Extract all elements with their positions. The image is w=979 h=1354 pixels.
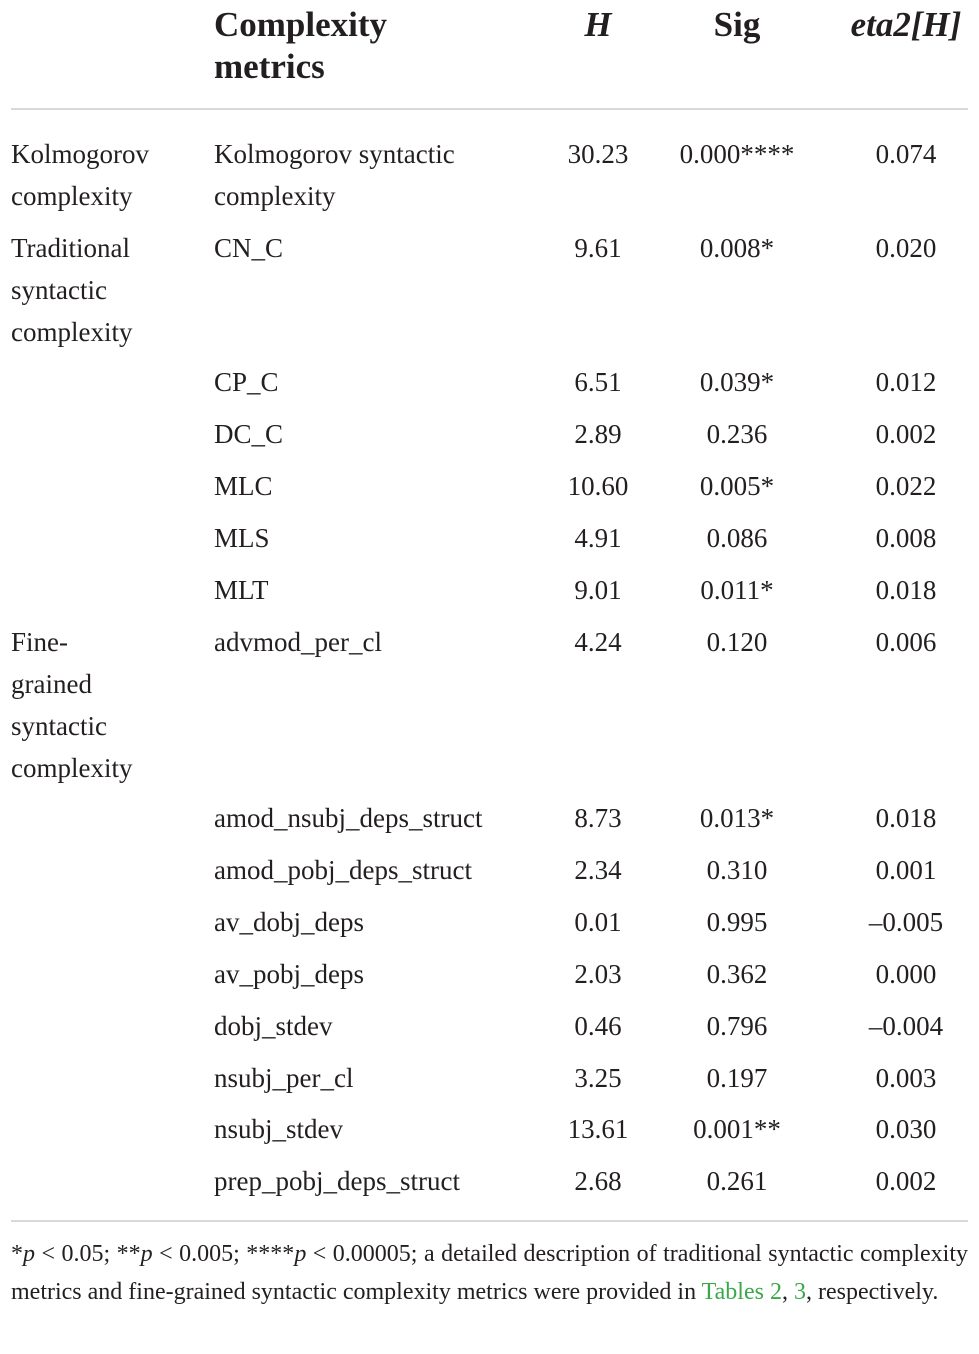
footnote-star: * (11, 1241, 23, 1267)
footnote-p: p (23, 1241, 35, 1267)
header-eta2: eta2[H] (850, 5, 962, 44)
header-complexity-metrics: Complexity metrics (214, 5, 388, 86)
table-row-metric: CP_C (214, 367, 279, 397)
table-3-link[interactable]: 3 (793, 1278, 806, 1305)
footnote-text: < 0.05; ** (35, 1241, 141, 1267)
table-row-sig: 0.236 (706, 419, 768, 449)
table-row-sig: 0.261 (706, 1166, 768, 1196)
table-row-eta: 0.002 (875, 419, 937, 449)
table-row-metric: dobj_stdev (214, 1011, 333, 1041)
table-row-metric: MLT (214, 575, 269, 605)
table-row-eta: 0.003 (875, 1063, 937, 1093)
table-row-sig: 0.197 (706, 1063, 768, 1093)
table-row-metric: MLS (214, 523, 270, 553)
table-row-h: 8.73 (574, 803, 622, 833)
table-row-metric: av_pobj_deps (214, 959, 364, 989)
table-row-h: 6.51 (574, 367, 622, 397)
table-row-sig: 0.039* (699, 367, 775, 397)
table-row-sig: 0.995 (706, 907, 768, 937)
table-row-metric: nsubj_per_cl (214, 1063, 354, 1093)
table-row-sig: 0.086 (706, 523, 768, 553)
table-row-eta: 0.022 (875, 471, 937, 501)
table-row-eta: –0.004 (868, 1011, 944, 1041)
table-row-h: 10.60 (567, 471, 629, 501)
group-kolmogorov: Kolmogorov complexity (11, 139, 149, 211)
table-row-h: 4.91 (574, 523, 622, 553)
table-row-metric: MLC (214, 471, 273, 501)
group-traditional: Traditional syntactic complexity (11, 233, 133, 347)
table-row-metric: DC_C (214, 419, 284, 449)
table-row-eta: 0.074 (875, 139, 937, 169)
table-row-sig: 0.310 (706, 855, 768, 885)
footer-rule (11, 1220, 968, 1222)
footnote-p: p (294, 1241, 307, 1267)
table-row-h: 4.24 (574, 627, 622, 657)
table-row-sig: 0.120 (706, 627, 768, 657)
table-row-metric: av_dobj_deps (214, 907, 364, 937)
footnote-tail: , respectively. (805, 1278, 939, 1305)
table-row-h: 0.01 (574, 907, 622, 937)
table-row-metric: prep_pobj_deps_struct (214, 1166, 460, 1196)
table-row-sig: 0.008* (699, 233, 775, 263)
header-h: H (584, 5, 612, 44)
table-row-sig: 0.005* (699, 471, 775, 501)
table-row-sig: 0.011* (700, 575, 774, 605)
table-row-h: 0.46 (574, 1011, 622, 1041)
footnote-p: p (140, 1241, 153, 1267)
table-row-metric: nsubj_stdev (214, 1114, 344, 1144)
table-row-metric: amod_nsubj_deps_struct (214, 803, 483, 833)
table-row-eta: 0.018 (875, 803, 937, 833)
table-row-sig: 0.001** (693, 1114, 781, 1144)
table-row-metric: advmod_per_cl (214, 627, 382, 657)
table-row-h: 2.68 (574, 1166, 622, 1196)
header-sig: Sig (713, 5, 761, 44)
table-row-h: 3.25 (574, 1063, 622, 1093)
table-row-h: 9.01 (574, 575, 622, 605)
table-row-h: 2.34 (574, 855, 622, 885)
table-row-h: 2.03 (574, 959, 622, 989)
table-footnote (11, 1236, 968, 1311)
header-rule (11, 108, 968, 110)
table-row-eta: 0.006 (875, 627, 937, 657)
table-row-sig: 0.362 (706, 959, 768, 989)
table-row-h: 13.61 (567, 1114, 629, 1144)
table-row-eta: 0.020 (875, 233, 937, 263)
table-row-eta: 0.000 (875, 959, 937, 989)
table-row-sig: 0.000**** (679, 139, 795, 169)
tables-2-link[interactable]: Tables 2 (701, 1278, 782, 1305)
table-row-eta: 0.030 (875, 1114, 937, 1144)
table-row-h: 30.23 (567, 139, 629, 169)
table-row-eta: 0.002 (875, 1166, 937, 1196)
table-row-sig: 0.013* (699, 803, 775, 833)
footnote-separator: , (781, 1278, 794, 1305)
table-row-eta: 0.001 (875, 855, 937, 885)
table-row-h: 2.89 (574, 419, 622, 449)
table-row-metric: CN_C (214, 233, 284, 263)
footnote-text: < 0.005; **** (152, 1241, 295, 1267)
group-fine-grained: Fine-grained syntactic complexity (11, 627, 133, 783)
table-row-metric: Kolmogorov syntactic complexity (214, 139, 455, 211)
table-row-h: 9.61 (574, 233, 622, 263)
table-row-eta: 0.018 (875, 575, 937, 605)
table-row-eta: 0.012 (875, 367, 937, 397)
table-row-sig: 0.796 (706, 1011, 768, 1041)
footnote-text: < 0.00005; a detailed description of traditional syntactic complexity metrics and fine-grained syntactic complexity metrics were provided in (11, 1241, 969, 1305)
table-row-metric: amod_pobj_deps_struct (214, 855, 472, 885)
table-row-eta: –0.005 (868, 907, 944, 937)
table-row-eta: 0.008 (875, 523, 937, 553)
